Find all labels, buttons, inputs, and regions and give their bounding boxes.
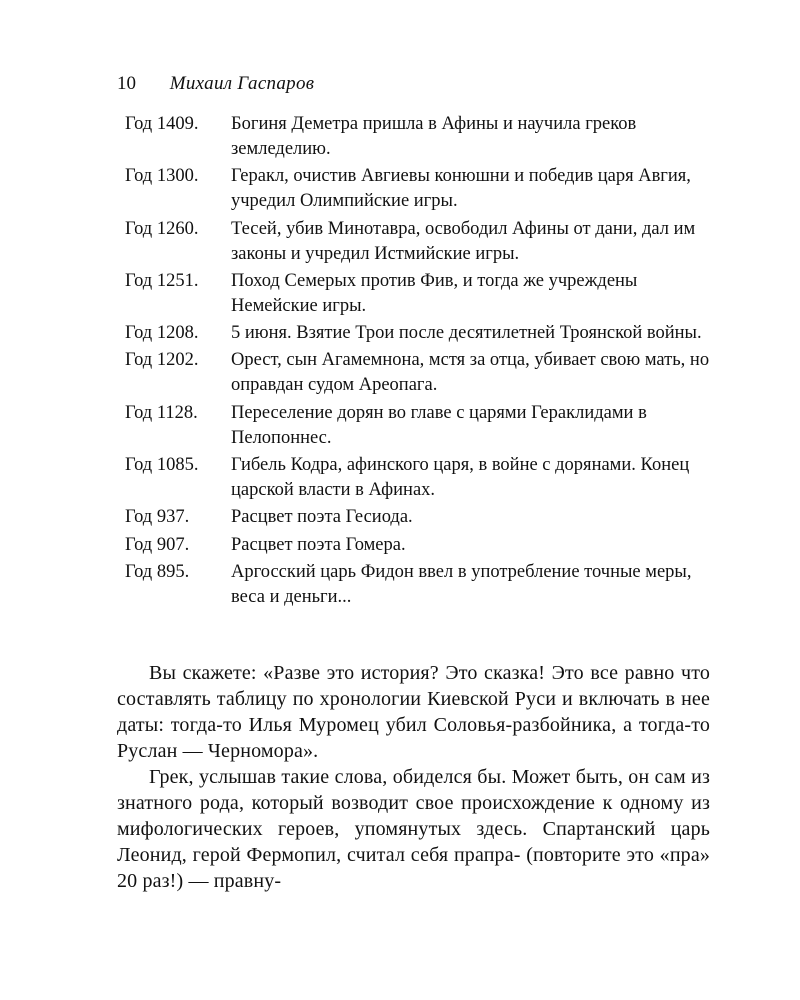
chronology-list — [125, 112, 710, 612]
chronology-year: Год 907. — [125, 534, 190, 555]
chronology-year: Год 937. — [125, 507, 190, 528]
chronology-entry — [125, 560, 710, 610]
chronology-event: Переселение дорян во главе с царями Гераклидами в Пелопоннес. — [231, 402, 647, 448]
body-paragraph: Вы скажете: «Разве это история? Это сказка! Это все равно что составлять таблицу по хронологии Киевской Руси и включать в нее даты: тогда-то Илья Муромец убил Соловья-разбойника, а тогда-то Руслан — Черномора». — [117, 662, 710, 762]
chronology-entry — [125, 505, 710, 530]
chronology-entry — [125, 112, 710, 162]
chronology-year: Год 1085. — [125, 455, 199, 476]
chronology-entry — [125, 453, 710, 503]
chronology-entry — [125, 164, 710, 214]
chronology-year: Год 1128. — [125, 402, 198, 423]
chronology-event: Поход Семерых против Фив, и тогда же учреждены Немейские игры. — [231, 270, 638, 316]
chronology-event: 5 июня. Взятие Трои после десятилетней Троянской войны. — [231, 323, 702, 344]
chronology-entry — [125, 533, 710, 558]
chronology-year: Год 1202. — [125, 350, 199, 371]
chronology-entry — [125, 348, 710, 398]
chronology-event: Расцвет поэта Гомера. — [231, 534, 406, 555]
body-paragraph: Грек, услышав такие слова, обиделся бы. Может быть, он сам из знатного рода, который возводит свое происхождение к одному из мифологических героев, упомянутых здесь. Спартанский царь Леонид, герой Фермопил, считал себя прапра- (повторите это «пра» 20 раз!) — правну- — [117, 766, 710, 892]
chronology-entry — [125, 321, 710, 346]
chronology-year: Год 1260. — [125, 218, 199, 239]
chronology-event: Гибель Кодра, афинского царя, в войне с дорянами. Конец царской власти в Афинах. — [231, 455, 690, 501]
running-head-author: Михаил Гаспаров — [169, 73, 315, 94]
chronology-year: Год 1409. — [125, 114, 199, 134]
chronology-event: Геракл, очистив Авгиевы конюшни и победив царя Авгия, учредил Олимпийские игры. — [231, 166, 691, 212]
chronology-year: Год 1208. — [125, 323, 199, 344]
chronology-entry — [125, 217, 710, 267]
chronology-year: Год 895. — [125, 561, 190, 582]
body-text — [117, 660, 710, 894]
chronology-year: Год 1251. — [125, 270, 199, 291]
chronology-entry — [125, 401, 710, 451]
chronology-event: Тесей, убив Минотавра, освободил Афины от дани, дал им законы и учредил Истмийские игры. — [231, 218, 696, 264]
chronology-entry — [125, 269, 710, 319]
chronology-event: Богиня Деметра пришла в Афины и научила греков земледелию. — [231, 114, 637, 159]
chronology-event: Орест, сын Агамемнона, мстя за отца, убивает свою мать, но оправдан судом Ареопага. — [231, 350, 710, 396]
chronology-event: Расцвет поэта Гесиода. — [231, 507, 413, 528]
page-number: 10 — [117, 73, 136, 94]
chronology-event: Аргосский царь Фидон ввел в употребление точные меры, веса и деньги... — [231, 561, 692, 607]
chronology-year: Год 1300. — [125, 166, 199, 187]
running-head — [117, 72, 314, 96]
